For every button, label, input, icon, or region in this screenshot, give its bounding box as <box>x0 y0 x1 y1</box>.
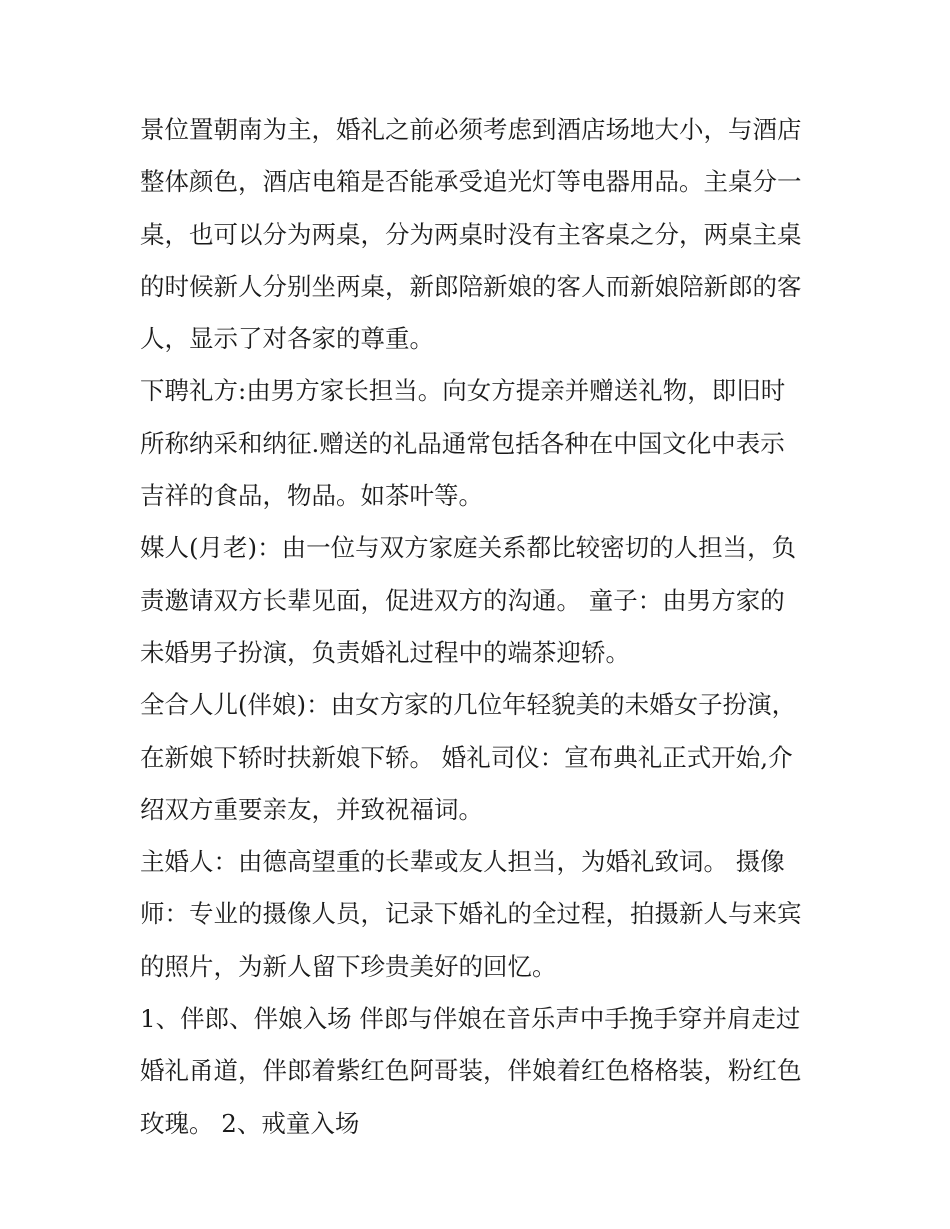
text-line: 全合人儿(伴娘)：由女方家的几位年轻貌美的未婚女子扮演， <box>140 690 797 720</box>
text-line: 的时候新人分别坐两桌，新郎陪新娘的客人而新娘陪新郎的客 <box>140 271 802 301</box>
text-line: 主婚人：由德高望重的长辈或友人担当，为婚礼致词。 摄像 <box>140 847 785 877</box>
text-line: 1、伴郎、伴娘入场 伴郎与伴娘在音乐声中手挽手穿并肩走过 <box>140 1004 801 1034</box>
text-line: 媒人(月老)：由一位与双方家庭关系都比较密切的人担当，负 <box>140 533 797 563</box>
paragraph-bridesmaid <box>140 679 820 836</box>
text-line: 责邀请双方长辈见面，促进双方的沟通。 童子：由男方家的 <box>140 585 785 615</box>
text-line: 桌，也可以分为两桌，分为两桌时没有主客桌之分，两桌主桌 <box>140 219 802 249</box>
text-line: 玫瑰。 2、戒童入场 <box>140 1108 360 1138</box>
text-line: 吉祥的食品，物品。如茶叶等。 <box>140 481 483 511</box>
text-line: 绍双方重要亲友，并致祝福词。 <box>140 794 483 824</box>
paragraph-matchmaker <box>140 522 820 679</box>
paragraph-venue <box>140 104 820 365</box>
paragraph-betrothal-gift <box>140 365 820 522</box>
text-line: 景位置朝南为主，婚礼之前必须考虑到酒店场地大小，与酒店 <box>140 115 802 144</box>
text-line: 在新娘下轿时扶新娘下轿。 婚礼司仪：宣布典礼正式开始,介 <box>140 742 793 772</box>
text-line: 人，显示了对各家的尊重。 <box>140 324 434 354</box>
text-line: 所称纳采和纳征.赠送的礼品通常包括各种在中国文化中表示 <box>140 428 785 458</box>
document-body <box>140 104 820 1150</box>
text-line: 婚礼甬道，伴郎着紫红色阿哥装，伴娘着红色格格装，粉红色 <box>140 1056 802 1086</box>
text-line: 的照片，为新人留下珍贵美好的回忆。 <box>140 951 557 981</box>
paragraph-officiant <box>140 836 820 993</box>
text-line: 下聘礼方:由男方家长担当。向女方提亲并赠送礼物，即旧时 <box>140 376 786 406</box>
text-line: 师：专业的摄像人员，记录下婚礼的全过程，拍摄新人与来宾 <box>140 899 802 929</box>
paragraph-procession <box>140 993 820 1150</box>
text-line: 未婚男子扮演，负责婚礼过程中的端茶迎轿。 <box>140 637 630 667</box>
text-line: 整体颜色，酒店电箱是否能承受追光灯等电器用品。主桌分一 <box>140 167 802 197</box>
